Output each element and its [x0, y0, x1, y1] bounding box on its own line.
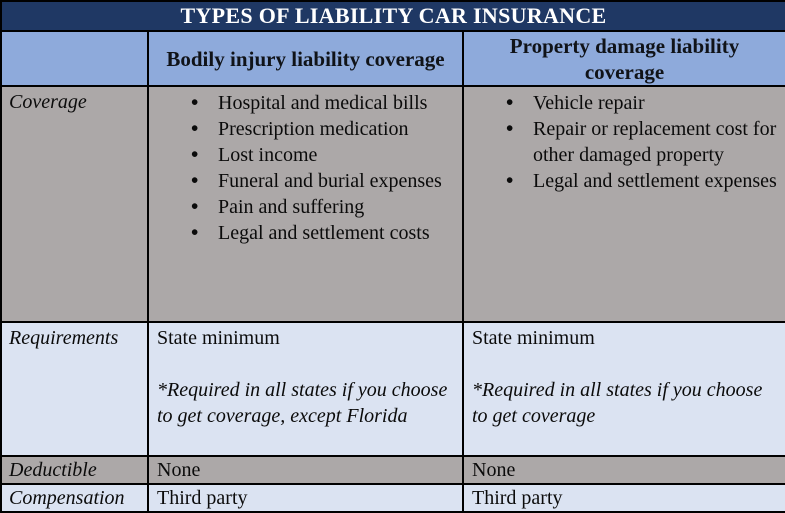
requirement-value: State minimum [472, 327, 595, 349]
list-item: • Funeral and burial expenses [191, 168, 456, 194]
list-item: • Legal and settlement costs [191, 220, 456, 246]
title-row [1, 1, 785, 31]
requirement-note: *Required in all states if you choose to get coverage [472, 379, 763, 427]
compensation-cell-property: Third party [463, 484, 785, 512]
list-item: • Repair or replacement cost for other damaged property [506, 116, 779, 168]
column-header-bodily-injury: Bodily injury liability coverage [148, 31, 463, 86]
row-label-coverage: Coverage [1, 86, 148, 322]
table-row-deductible [1, 456, 785, 484]
requirement-value: State minimum [157, 327, 280, 349]
list-item: • Prescription medication [191, 116, 456, 142]
compensation-cell-bodily: Third party [148, 484, 463, 512]
list-item: • Lost income [191, 142, 456, 168]
coverage-cell-bodily [148, 86, 463, 322]
list-item: • Pain and suffering [191, 194, 456, 220]
corner-cell [1, 31, 148, 86]
row-label-compensation: Compensation [1, 484, 148, 512]
deductible-cell-bodily: None [148, 456, 463, 484]
table-row-requirements [1, 322, 785, 456]
list-item: • Legal and settlement expenses [506, 168, 779, 194]
table-row-coverage [1, 86, 785, 322]
row-label-deductible: Deductible [1, 456, 148, 484]
coverage-bodily-list [157, 90, 456, 246]
requirement-note: *Required in all states if you choose to get coverage, except Florida [157, 379, 448, 427]
table-row-compensation [1, 484, 785, 512]
requirements-cell-property [463, 322, 785, 456]
table-title: TYPES OF LIABILITY CAR INSURANCE [1, 1, 785, 31]
list-item: • Hospital and medical bills [191, 90, 456, 116]
coverage-cell-property [463, 86, 785, 322]
row-label-requirements: Requirements [1, 322, 148, 456]
list-item: • Vehicle repair [506, 90, 779, 116]
deductible-cell-property: None [463, 456, 785, 484]
coverage-property-list [472, 90, 779, 194]
column-header-row [1, 31, 785, 86]
requirements-cell-bodily [148, 322, 463, 456]
column-header-property-damage: Property damage liability coverage [463, 31, 785, 86]
